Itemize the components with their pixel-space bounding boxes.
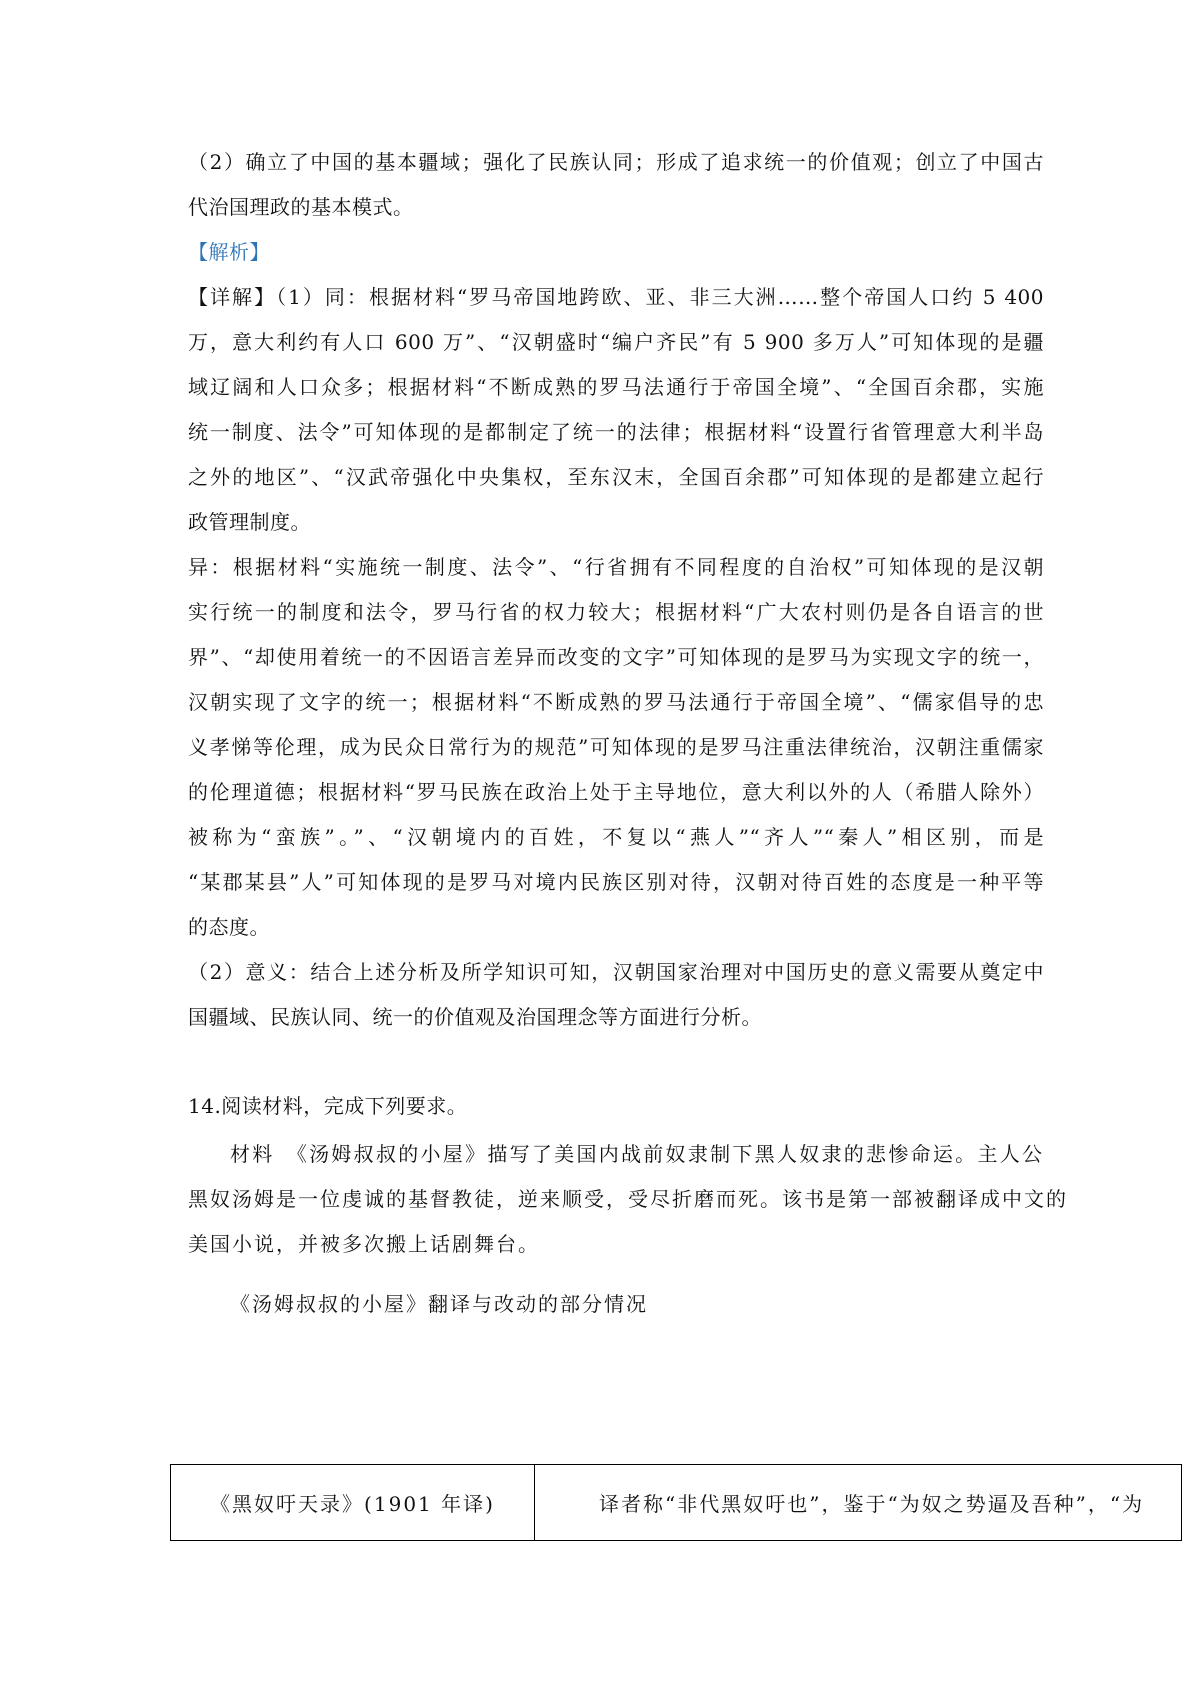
material-line-2: 黑奴汤姆是一位虔诚的基督教徒，逆来顺受，受尽折磨而死。该书是第一部被翻译成中文的 [188,1187,1068,1211]
diff-line-3: 界”、“却使用着统一的不因语言差异而改变的文字”可知体现的是罗马为实现文字的统一， [188,645,1044,669]
table-caption: 《汤姆叔叔的小屋》翻译与改动的部分情况 [230,1292,648,1316]
detail-line-6: 政管理制度。 [188,510,311,534]
answer-2-line-2: 代治国理政的基本模式。 [188,195,414,219]
detail-tag: 【详解】 [188,285,277,309]
diff-line-8: “某郡某县”人”可知体现的是罗马对境内民族区别对待，汉朝对待百姓的态度是一种平等 [188,870,1044,894]
material-line-3: 美国小说，并被多次搬上话剧舞台。 [188,1232,540,1256]
detail-line-1: 【详解】（1）同：根据材料“罗马帝国地跨欧、亚、非三大洲……整个帝国人口约 5 400 [188,285,1045,309]
table-row [171,1465,1182,1541]
diff-line-5: 义孝悌等伦理，成为民众日常行为的规范”可知体现的是罗马注重法律统治，汉朝注重儒家 [188,735,1044,759]
detail-line-5: 之外的地区”、“汉武帝强化中央集权，至东汉末，全国百余郡”可知体现的是都建立起行 [188,465,1044,489]
diff-line-7: 被称为“蛮族”。”、“汉朝境内的百姓，不复以“燕人”“齐人”“秦人”相区别，而是 [188,825,1044,849]
detail-line-2: 万，意大利约有人口 600 万”、“汉朝盛时“编户齐民”有 5 900 多万人”可知体现的是疆 [188,330,1044,354]
diff-line-4: 汉朝实现了文字的统一；根据材料“不断成熟的罗马法通行于帝国全境”、“儒家倡导的忠 [188,690,1044,714]
detail-line-3: 域辽阔和人口众多；根据材料“不断成熟的罗马法通行于帝国全境”、“全国百余郡，实施 [188,375,1044,399]
diff-line-6: 的伦理道德；根据材料“罗马民族在政治上处于主导地位，意大利以外的人（希腊人除外） [188,780,1044,804]
material-line-1: 材料 《汤姆叔叔的小屋》描写了美国内战前奴隶制下黑人奴隶的悲惨命运。主人公 [230,1142,1044,1166]
diff-line-1: 异：根据材料“实施统一制度、法令”、“行省拥有不同程度的自治权”可知体现的是汉朝 [188,555,1044,579]
answer-2-line-1: （2）确立了中国的基本疆域；强化了民族认同；形成了追求统一的价值观；创立了中国古 [188,150,1044,174]
diff-line-2: 实行统一的制度和法令，罗马行省的权力较大；根据材料“广大农村则仍是各自语言的世 [188,600,1044,624]
diff-line-9: 的态度。 [188,915,270,939]
translation-table [170,1464,1182,1541]
table-cell-title: 《黑奴吁天录》(1901 年译) [171,1465,535,1541]
meaning-line-2: 国疆域、民族认同、统一的价值观及治国理念等方面进行分析。 [188,1005,762,1029]
question-14-title: 14.阅读材料，完成下列要求。 [188,1094,468,1118]
analysis-tag: 【解析】 [188,240,270,264]
table-cell-desc: 译者称“非代黑奴吁也”，鉴于“为奴之势逼及吾种”，“为 [535,1465,1182,1541]
meaning-line-1: （2）意义：结合上述分析及所学知识可知，汉朝国家治理对中国历史的意义需要从奠定中 [188,960,1044,984]
detail-line-4: 统一制度、法令”可知体现的是都制定了统一的法律；根据材料“设置行省管理意大利半岛 [188,420,1044,444]
